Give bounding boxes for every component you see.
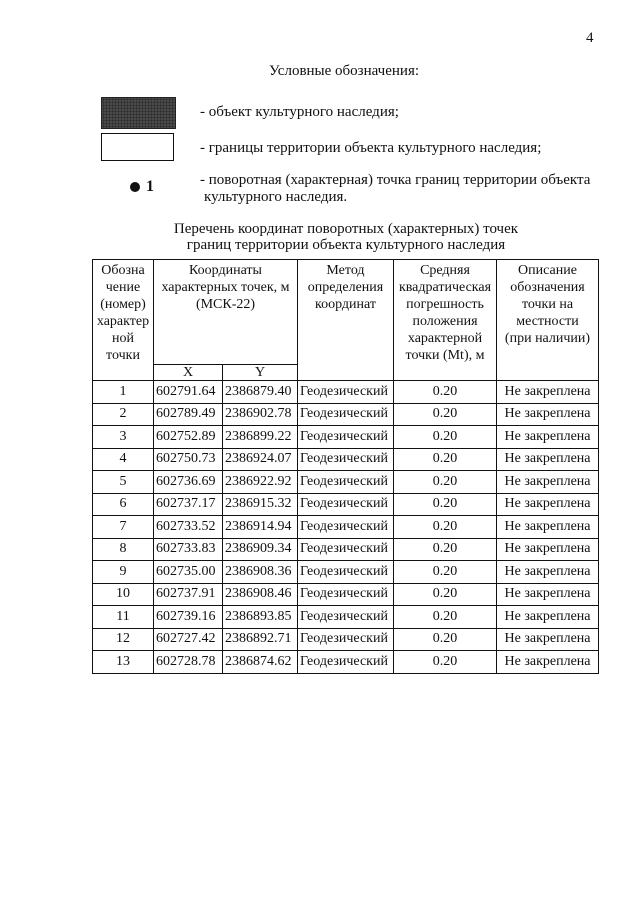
cell-y: 2386902.78 (223, 403, 298, 426)
cell-description: Не закреплена (497, 516, 599, 539)
table-row (93, 561, 599, 584)
cell-mt: 0.20 (394, 448, 497, 471)
filled-rect-icon (101, 97, 176, 129)
cell-y: 2386914.94 (223, 516, 298, 539)
header-coordinates: Координаты характерных точек, м (МСК-22) (154, 260, 298, 365)
header-description: Описание обозначения точки на местности (при наличии) (497, 260, 599, 381)
legend-text-turning-point-line2: культурного наследия. (204, 189, 348, 205)
cell-method: Геодезический (298, 538, 394, 561)
cell-x: 602739.16 (154, 606, 223, 629)
cell-x: 602733.52 (154, 516, 223, 539)
coordinates-table (92, 259, 599, 674)
cell-point-number: 12 (93, 628, 154, 651)
cell-y: 2386908.46 (223, 583, 298, 606)
header-designation: Обозна чение (номер) характер ной точки (93, 260, 154, 381)
legend-text-turning-point-line1: - поворотная (характерная) точка границ территории объекта (200, 172, 591, 188)
cell-point-number: 8 (93, 538, 154, 561)
cell-x: 602733.83 (154, 538, 223, 561)
cell-x: 602735.00 (154, 561, 223, 584)
cell-description: Не закреплена (497, 583, 599, 606)
table-row (93, 471, 599, 494)
cell-y: 2386874.62 (223, 651, 298, 674)
cell-y: 2386892.71 (223, 628, 298, 651)
cell-method: Геодезический (298, 403, 394, 426)
table-row (93, 516, 599, 539)
cell-mt: 0.20 (394, 426, 497, 449)
cell-mt: 0.20 (394, 471, 497, 494)
table-row (93, 538, 599, 561)
cell-method: Геодезический (298, 426, 394, 449)
table-row (93, 651, 599, 674)
table-title (0, 221, 640, 253)
cell-x: 602737.91 (154, 583, 223, 606)
table-row (93, 628, 599, 651)
cell-mt: 0.20 (394, 403, 497, 426)
cell-mt: 0.20 (394, 583, 497, 606)
cell-x: 602752.89 (154, 426, 223, 449)
table-title-line2: границ территории объекта культурного наследия (186, 237, 506, 253)
table-row (93, 381, 599, 404)
cell-method: Геодезический (298, 583, 394, 606)
cell-mt: 0.20 (394, 493, 497, 516)
table-row (93, 403, 599, 426)
cell-y: 2386899.22 (223, 426, 298, 449)
cell-method: Геодезический (298, 381, 394, 404)
cell-x: 602750.73 (154, 448, 223, 471)
cell-method: Геодезический (298, 516, 394, 539)
cell-y: 2386908.36 (223, 561, 298, 584)
cell-method: Геодезический (298, 651, 394, 674)
table-row (93, 493, 599, 516)
cell-description: Не закреплена (497, 448, 599, 471)
cell-mt: 0.20 (394, 516, 497, 539)
cell-description: Не закреплена (497, 403, 599, 426)
cell-method: Геодезический (298, 561, 394, 584)
table-row (93, 448, 599, 471)
cell-method: Геодезический (298, 606, 394, 629)
cell-method: Геодезический (298, 628, 394, 651)
cell-x: 602737.17 (154, 493, 223, 516)
cell-description: Не закреплена (497, 538, 599, 561)
cell-mt: 0.20 (394, 538, 497, 561)
point-icon (130, 182, 140, 192)
point-marker-label: 1 (146, 178, 154, 195)
table-title-line1: Перечень координат поворотных (характерных) точек (173, 221, 519, 237)
table-row (93, 583, 599, 606)
table-row (93, 606, 599, 629)
cell-mt: 0.20 (394, 606, 497, 629)
cell-point-number: 13 (93, 651, 154, 674)
cell-description: Не закреплена (497, 606, 599, 629)
legend-text-territory-boundary: - границы территории объекта культурного наследия; (200, 140, 542, 156)
cell-mt: 0.20 (394, 561, 497, 584)
cell-description: Не закреплена (497, 381, 599, 404)
cell-point-number: 11 (93, 606, 154, 629)
cell-point-number: 3 (93, 426, 154, 449)
cell-y: 2386909.34 (223, 538, 298, 561)
cell-point-number: 2 (93, 403, 154, 426)
cell-point-number: 1 (93, 381, 154, 404)
cell-x: 602728.78 (154, 651, 223, 674)
header-x: X (154, 365, 223, 381)
header-method: Метод определения координат (298, 260, 394, 381)
cell-y: 2386893.85 (223, 606, 298, 629)
cell-point-number: 6 (93, 493, 154, 516)
cell-x: 602789.49 (154, 403, 223, 426)
cell-x: 602736.69 (154, 471, 223, 494)
cell-method: Геодезический (298, 448, 394, 471)
header-error: Средняя квадратическая погрешность положения характерной точки (Mt), м (394, 260, 497, 381)
cell-mt: 0.20 (394, 381, 497, 404)
cell-y: 2386915.32 (223, 493, 298, 516)
cell-y: 2386922.92 (223, 471, 298, 494)
cell-x: 602791.64 (154, 381, 223, 404)
cell-description: Не закреплена (497, 471, 599, 494)
cell-point-number: 4 (93, 448, 154, 471)
outline-rect-icon (101, 133, 174, 161)
cell-y: 2386924.07 (223, 448, 298, 471)
header-y: Y (223, 365, 298, 381)
table-row (93, 426, 599, 449)
legend-title: Условные обозначения: (268, 63, 420, 79)
cell-point-number: 5 (93, 471, 154, 494)
cell-description: Не закреплена (497, 651, 599, 674)
cell-description: Не закреплена (497, 561, 599, 584)
legend-point-marker (130, 178, 154, 196)
cell-mt: 0.20 (394, 651, 497, 674)
cell-point-number: 7 (93, 516, 154, 539)
cell-method: Геодезический (298, 493, 394, 516)
cell-description: Не закреплена (497, 426, 599, 449)
cell-x: 602727.42 (154, 628, 223, 651)
cell-description: Не закреплена (497, 628, 599, 651)
cell-description: Не закреплена (497, 493, 599, 516)
cell-mt: 0.20 (394, 628, 497, 651)
page-number: 4 (586, 30, 594, 46)
cell-point-number: 9 (93, 561, 154, 584)
cell-method: Геодезический (298, 471, 394, 494)
cell-point-number: 10 (93, 583, 154, 606)
legend-text-turning-point (200, 172, 620, 206)
legend-text-heritage-object: - объект культурного наследия; (200, 104, 399, 120)
cell-y: 2386879.40 (223, 381, 298, 404)
